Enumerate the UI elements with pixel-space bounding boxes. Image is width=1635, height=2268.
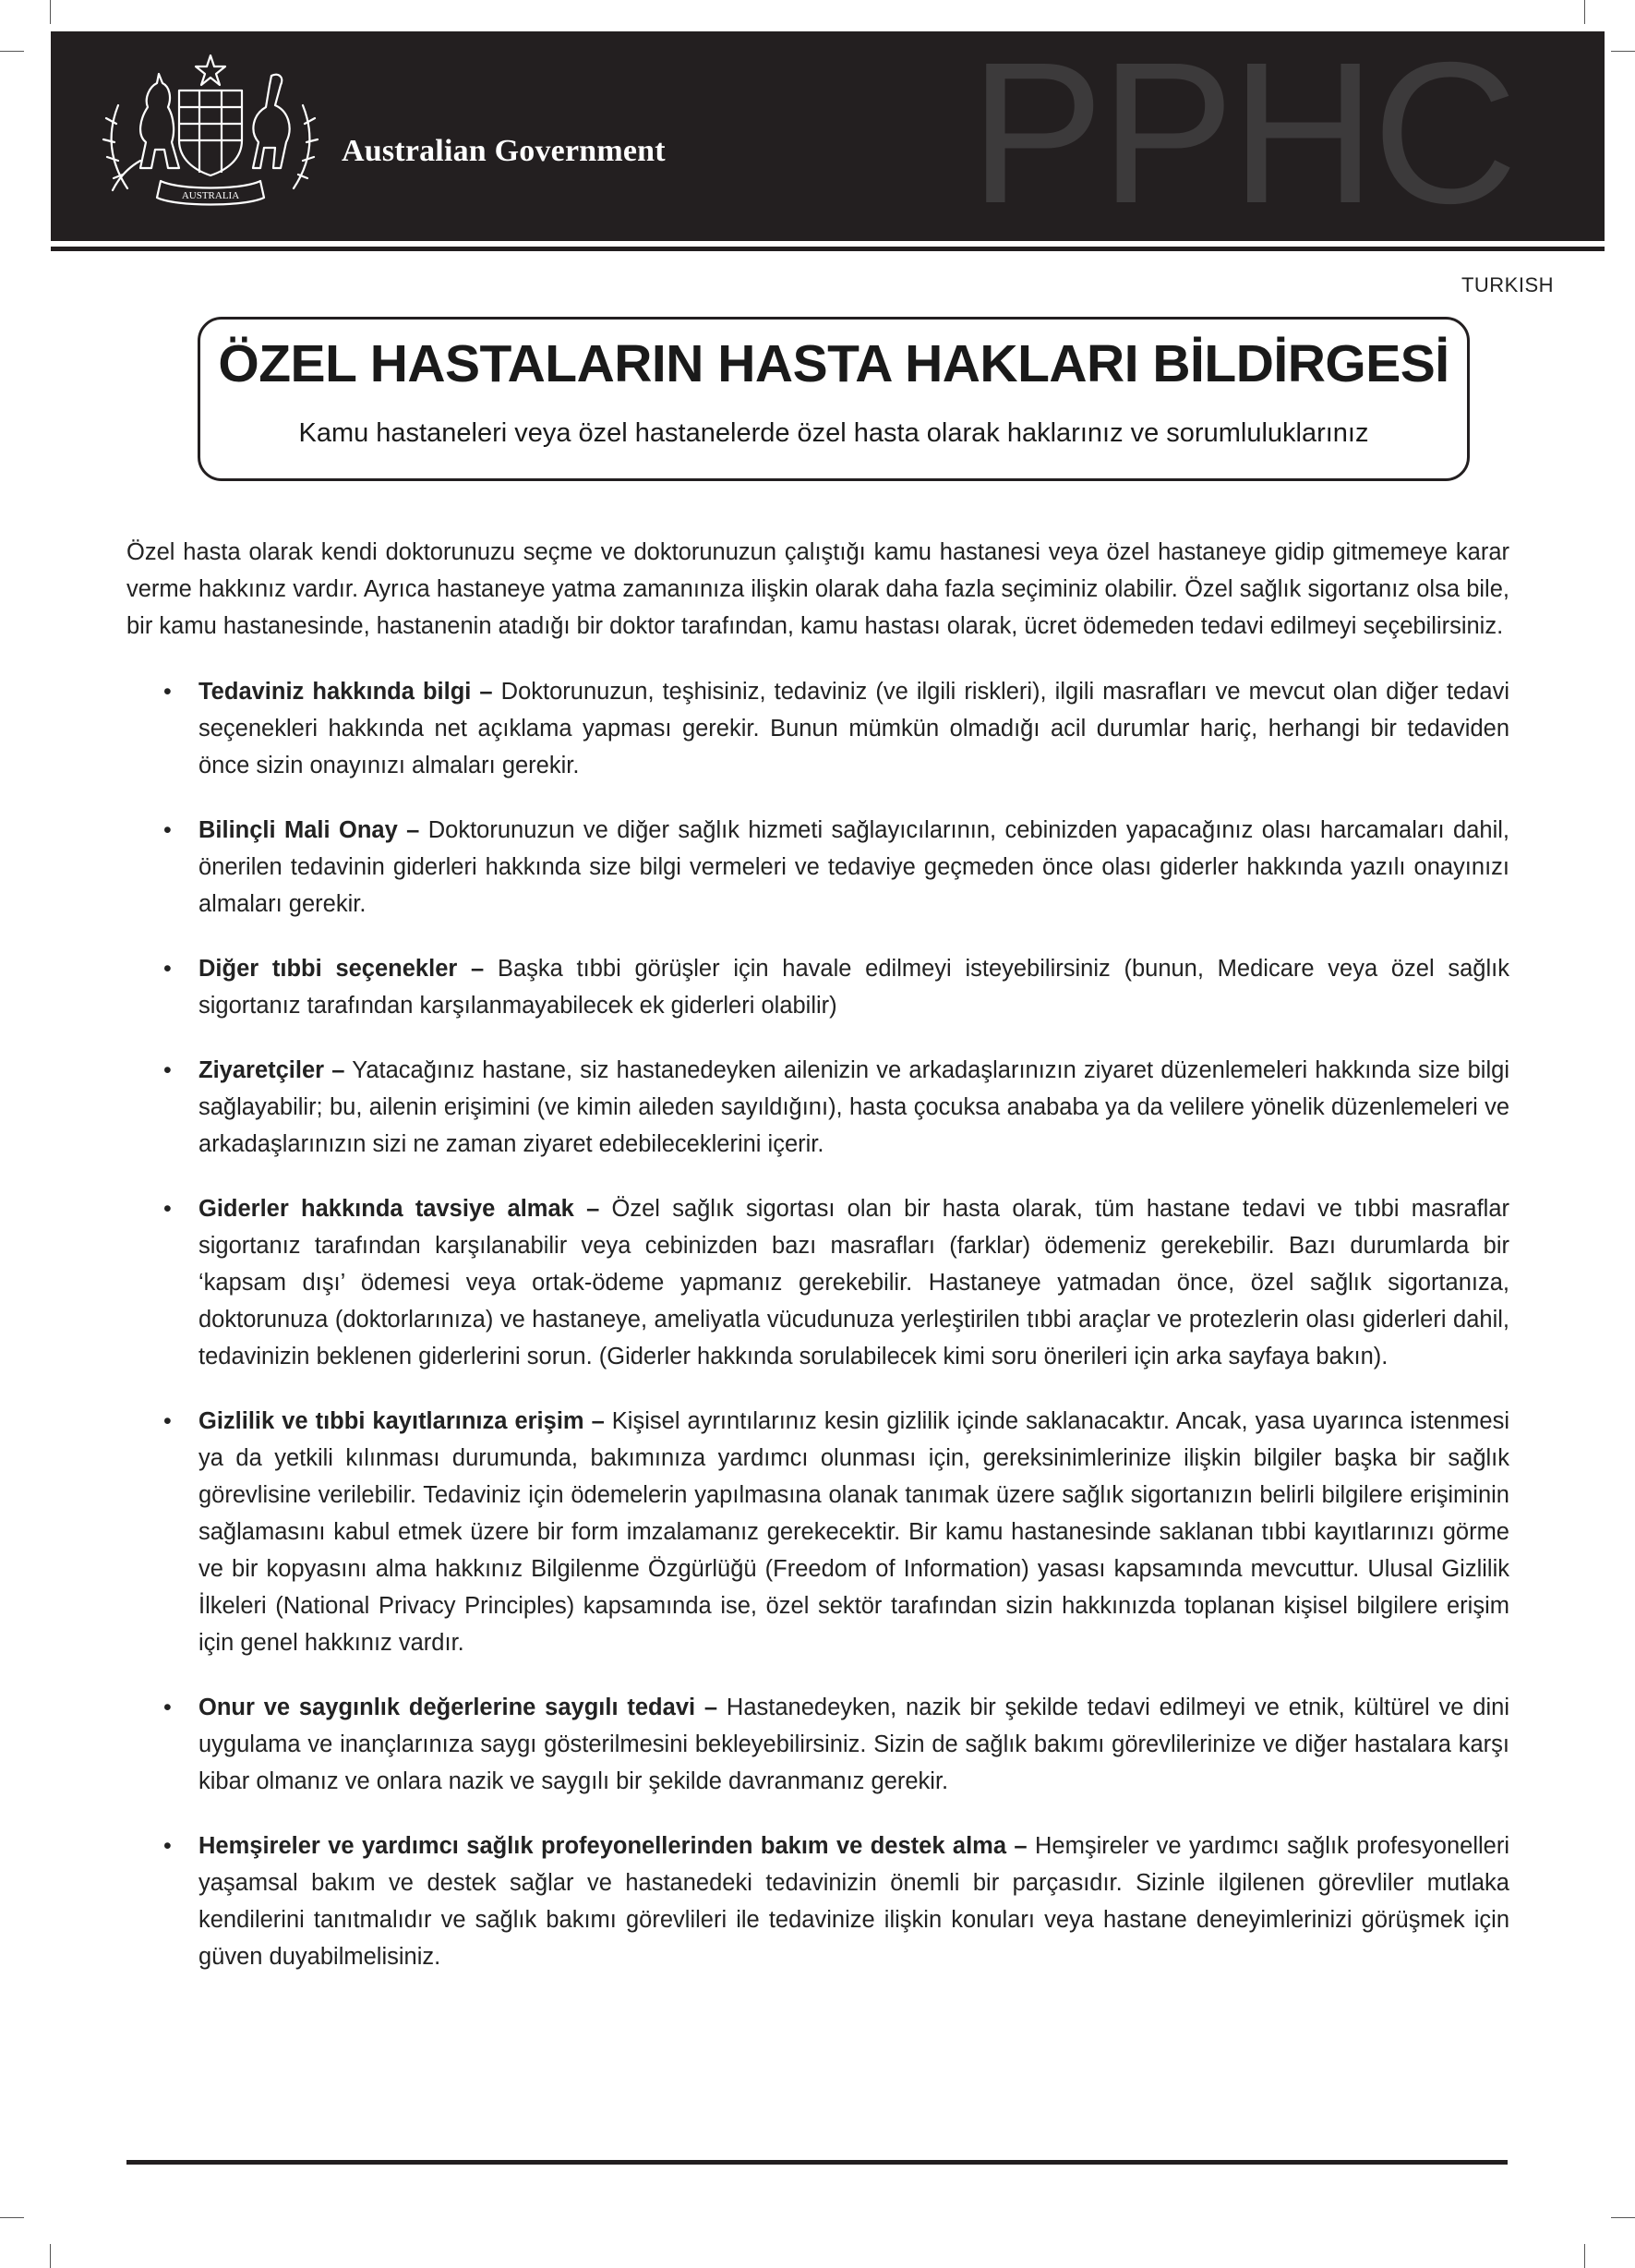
crop-mark bbox=[50, 0, 51, 24]
title-box bbox=[198, 317, 1470, 481]
language-label: TURKISH bbox=[1461, 273, 1554, 296]
crest-scroll-text: AUSTRALIA bbox=[181, 190, 240, 201]
list-item bbox=[126, 1052, 1509, 1163]
list-item bbox=[126, 1190, 1509, 1375]
document-body bbox=[126, 534, 1509, 2003]
right-term: Giderler hakkında tavsiye almak – bbox=[198, 1196, 600, 1222]
right-term: Onur ve saygınlık değerlerine saygılı tedavi – bbox=[198, 1695, 718, 1720]
pphc-watermark: PPHC bbox=[969, 31, 1514, 241]
right-text: Doktorunuzun ve diğer sağlık hizmeti sağlayıcılarının, cebinizden yapacağınız olası harcamaları dahil, önerilen tedavinin giderleri hakkında size bilgi vermeleri ve tedaviye geçmeden önce olası giderler hakkında yazılı onayınızı almaları gerekir. bbox=[198, 817, 1509, 917]
list-item bbox=[126, 673, 1509, 784]
list-item bbox=[126, 1403, 1509, 1661]
right-text: Hemşireler ve yardımcı sağlık profesyonelleri yaşamsal bakım ve destek sağlar ve hastanedeki tedavinizin önemli bir parçasıdır. Sizinle ilgilenen görevliler mutlaka kendilerini tanıtmalıdır ve sağlık bakımı görevlileri ile tedavinize ilişkin konuları veya hastane deneyimlerinizi görüşmek için güven duyabilmelisiniz. bbox=[198, 1833, 1510, 1970]
crop-mark bbox=[0, 2217, 24, 2218]
crop-mark bbox=[0, 51, 24, 52]
right-text: Özel sağlık sigortası olan bir hasta olarak, tüm hastane tedavi ve tıbbi masraflar sigortanız tarafından karşılanabilir veya cebinizden bazı masrafları (farklar) ödemeniz gerekebilir. Bazı durumlarda bir ‘kapsam dışı’ ödemesi veya ortak-ödeme yapmanız gerekebilir. Hastaneye yatmadan önce, özel sağlık sigortanıza, doktorunuza (doktorlarınıza) ve hastaneye, ameliyatla vücudunuza yerleştirilen tıbbi araçlar ve protezlerin olası giderleri dahil, tedavinizin beklenen giderlerini sorun. (Giderler hakkında sorulabilecek kimi soru önerileri için arka sayfaya bakın). bbox=[198, 1196, 1509, 1369]
bullet-icon: • bbox=[163, 956, 172, 982]
rights-list bbox=[126, 673, 1509, 1975]
crop-mark bbox=[1611, 2217, 1635, 2218]
list-item bbox=[126, 950, 1509, 1024]
right-text: Hastanedeyken, nazik bir şekilde tedavi edilmeyi ve etnik, kültürel ve dini uygulama ve inançlarınıza saygı gösterilmesini bekleyebilirsiniz. Sizin de sağlık bakımı görevlilerinize ve diğer hastalara karşı kibar olmanız ve onlara nazik ve saygılı bir şekilde davranmanız gerekir. bbox=[198, 1695, 1509, 1794]
right-term: Diğer tıbbi seçenekler – bbox=[198, 956, 485, 982]
list-item bbox=[126, 812, 1509, 923]
crop-mark bbox=[1584, 0, 1585, 24]
right-term: Gizlilik ve tıbbi kayıtlarınıza erişim – bbox=[198, 1408, 605, 1434]
bullet-icon: • bbox=[163, 1833, 172, 1859]
list-item bbox=[126, 1828, 1509, 1975]
bullet-icon: • bbox=[163, 1695, 172, 1720]
right-text: Başka tıbbi görüşler için havale edilmeyi isteyebilirsiniz (bunun, Medicare veya özel sağlık sigortanız tarafından karşılanmayabilecek ek giderleri olabilir) bbox=[198, 956, 1509, 1019]
crop-mark bbox=[1584, 2244, 1585, 2268]
bullet-icon: • bbox=[163, 817, 172, 843]
government-name: Australian Government bbox=[342, 134, 666, 168]
intro-paragraph: Özel hasta olarak kendi doktorunuzu seçme ve doktorunuzun çalıştığı kamu hastanesi veya özel hastaneye gidip gitmemeye karar verme hakkınız vardır. Ayrıca hastaneye yatma zamanınıza ilişkin olarak daha fazla seçiminiz olabilir. Özel sağlık sigortanız olsa bile, bir kamu hastanesinde, hastanenin atadığı bir doktor tarafından, kamu hastası olarak, ücret ödemeden tedavi edilmeyi seçebilirsiniz. bbox=[126, 539, 1509, 639]
footer-rule bbox=[126, 2160, 1508, 2165]
right-term: Ziyaretçiler – bbox=[198, 1057, 345, 1083]
right-term: Tedaviniz hakkında bilgi – bbox=[198, 679, 493, 705]
header-rule bbox=[51, 247, 1605, 251]
right-text: Kişisel ayrıntılarınız kesin gizlilik içinde saklanacaktır. Ancak, yasa uyarınca istenmesi ya da yetkili kılınması durumunda, bakımınıza yardımcı olunması için, gereksinimlerinize ilişkin bilgiler başka bir sağlık görevlisine verilebilir. Tedaviniz için ödemelerin yapılmasına olanak tanımak üzere sağlık sigortanızın belirli bilgilere erişiminin sağlamasını kabul etmek üzere bir form imzalamanız gerekecektir. Bir kamu hastanesinde saklanan tıbbi kayıtlarınızı görme ve bir kopyasını alma hakkınız Bilgilenme Özgürlüğü (Freedom of Information) yasası kapsamında mevcuttur. Ulusal Gizlilik İlkeleri (National Privacy Principles) kapsamında ise, özel sektör tarafından sizin hakkınızda toplanan kişisel bilgilere erişim için genel hakkınız vardır. bbox=[198, 1408, 1509, 1656]
right-term: Hemşireler ve yardımcı sağlık profeyonellerinden bakım ve destek alma – bbox=[198, 1833, 1028, 1859]
commonwealth-coat-of-arms-icon bbox=[90, 50, 331, 211]
right-term: Bilinçli Mali Onay – bbox=[198, 817, 420, 843]
bullet-icon: • bbox=[163, 1408, 172, 1434]
right-text: Doktorunuzun, teşhisiniz, tedaviniz (ve ilgili riskleri), ilgili masrafları ve mevcut olan diğer tedavi seçenekleri hakkında net açıklama yapması gerekir. Bunun mümkün olmadığı acil durumlar hariç, herhangi bir tedaviden önce sizin onayınızı almaları gerekir. bbox=[198, 679, 1510, 778]
bullet-icon: • bbox=[163, 1057, 172, 1083]
bullet-icon: • bbox=[163, 679, 172, 705]
right-text: Yatacağınız hastane, siz hastanedeyken ailenizin ve arkadaşlarınızın ziyaret düzenlemeleri hakkında size bilgi sağlayabilir; bu, ailenin erişimini (ve kimin aileden sayıldığını), hasta çocuksa anababa ya da velilere yönelik düzenlemeleri ve arkadaşlarınızın sizi ne zaman ziyaret edebileceklerini içerir. bbox=[198, 1057, 1509, 1157]
list-item bbox=[126, 1689, 1509, 1800]
crop-mark bbox=[1611, 51, 1635, 52]
page-subtitle: Kamu hastaneleri veya özel hastanelerde özel hasta olarak haklarınız ve sorumluluklarınız bbox=[298, 418, 1369, 448]
page-title: ÖZEL HASTALARIN HASTA HAKLARI BİLDİRGESİ bbox=[218, 334, 1449, 393]
bullet-icon: • bbox=[163, 1196, 172, 1222]
crop-mark bbox=[50, 2244, 51, 2268]
